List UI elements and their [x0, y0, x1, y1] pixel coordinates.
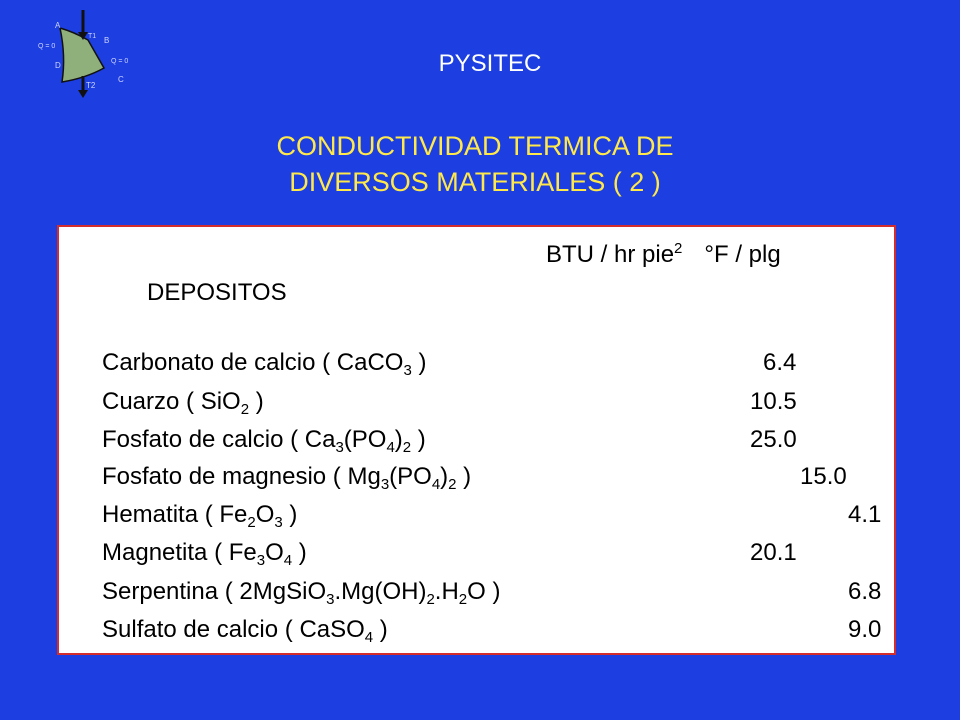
logo-label-t1: T1 — [88, 33, 97, 40]
material-name: Carbonato de calcio ( CaCO$_3$ ) — [102, 349, 427, 379]
title-line-2: DIVERSOS MATERIALES ( 2 ) — [289, 167, 661, 197]
material-name: Hematita ( $Fe_2O_3$ ) — [102, 501, 298, 531]
material-name: Fosfato de magnesio ( $Mg_3(PO_4)_2$ ) — [102, 463, 472, 493]
material-value: 15.0 — [800, 463, 847, 490]
section-heading: DEPOSITOS — [147, 279, 287, 306]
brand-title: PYSITEC — [438, 50, 542, 77]
table-row — [102, 616, 882, 646]
table-row — [102, 501, 882, 531]
material-value: 10.5 — [750, 388, 797, 415]
material-name: Fosfato de calcio ( $Ca_3(PO_4)_2$ ) — [102, 426, 426, 456]
units-exponent: 2 — [674, 240, 683, 257]
material-name: Magnetita ( $Fe_3O_4$ ) — [102, 539, 307, 569]
material-value: 20.1 — [750, 539, 797, 566]
table-row — [102, 578, 882, 608]
units-header — [546, 241, 781, 269]
material-name: Serpentina ( $2MgSiO_3.Mg(OH)_2.H_2O$ ) — [102, 578, 501, 608]
material-name: Sulfato de calcio ( CaSO$_4$ ) — [102, 616, 388, 646]
logo-label-q-left: Q = 0 — [38, 43, 56, 50]
units-main: BTU / hr pie — [546, 241, 675, 268]
logo-label-q-right: Q = 0 — [111, 58, 129, 65]
material-value: 6.4 — [763, 349, 797, 376]
logo-label-c: C — [118, 75, 124, 84]
table-row — [102, 539, 797, 569]
logo-label-b: B — [104, 36, 110, 45]
material-value: 9.0 — [848, 616, 882, 643]
units-secondary: °F / plg — [704, 241, 781, 268]
title-line-1: CONDUCTIVIDAD TERMICA DE — [276, 131, 674, 161]
logo-label-t2: T2 — [86, 81, 96, 90]
material-value: 25.0 — [750, 426, 797, 453]
table-row — [102, 463, 847, 493]
table-row — [102, 426, 797, 456]
conductivity-table — [57, 225, 896, 655]
table-row — [102, 349, 797, 379]
table-row — [102, 388, 797, 418]
page-title — [0, 128, 950, 200]
logo-label-d: D — [55, 61, 61, 70]
material-name: Cuarzo ( SiO$_2$ ) — [102, 388, 264, 418]
material-value: 6.8 — [848, 578, 882, 605]
material-value: 4.1 — [848, 501, 882, 528]
logo-label-a: A — [55, 21, 61, 30]
